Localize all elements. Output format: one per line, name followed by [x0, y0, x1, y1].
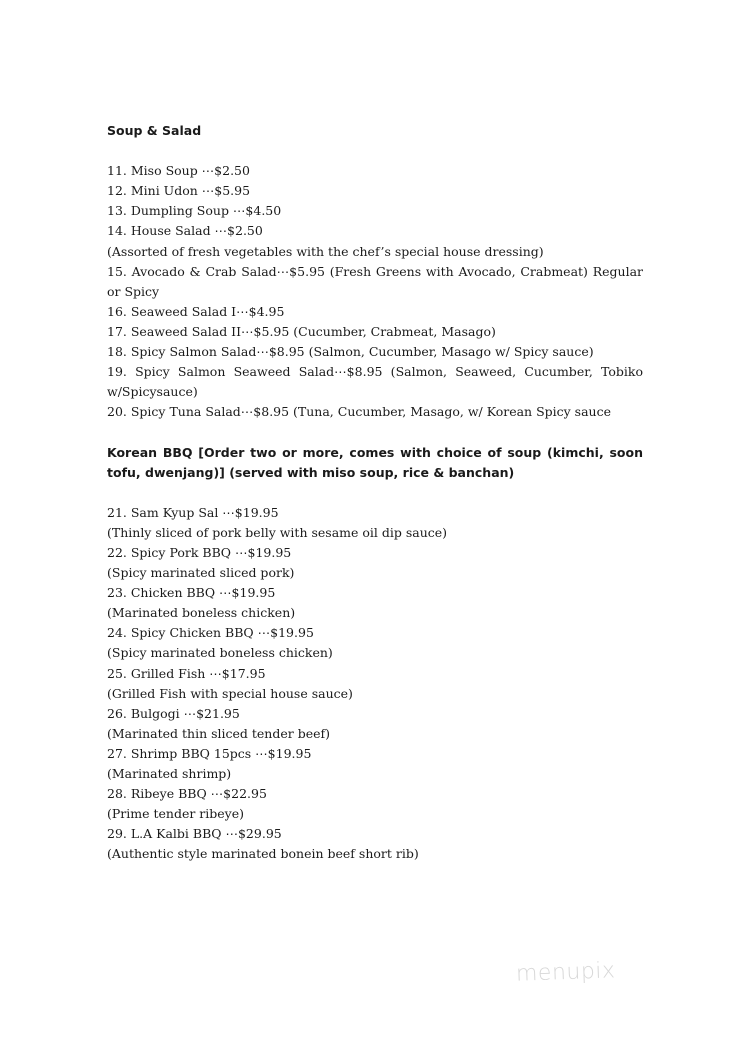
menu-item: 24. Spicy Chicken BBQ ⋯$19.95 [107, 625, 314, 641]
menu-item-description: (Authentic style marinated bonein beef short rib) [107, 846, 419, 862]
menu-item: 27. Shrimp BBQ 15pcs ⋯$19.95 [107, 745, 312, 761]
menu-item: 26. Bulgogi ⋯$21.95 [107, 705, 240, 721]
menu-item-description: (Assorted of fresh vegetables with the chef’s special house dressing) [107, 243, 544, 259]
menu-item-description: (Prime tender ribeye) [107, 806, 245, 822]
spacer [107, 422, 643, 442]
menu-item: 13. Dumpling Soup ⋯$4.50 [107, 203, 282, 219]
menu-item: 20. Spicy Tuna Salad⋯$8.95 (Tuna, Cucumber, Masago, w/ Korean Spicy sauce [107, 404, 611, 420]
watermark-logo: menupix [515, 958, 616, 987]
menu-item: 19. Spicy Salmon Seaweed Salad⋯$8.95 (Salmon, Seaweed, Cucumber, Tobiko w/Spicysauce) [107, 364, 643, 400]
section-heading-korean-bbq: Korean BBQ [Order two or more, comes with choice of soup (kimchi, soon tofu, dwenjang)] (served with miso soup, rice & banchan) [107, 444, 643, 480]
menu-item: 17. Seaweed Salad II⋯$5.95 (Cucumber, Crabmeat, Masago) [107, 323, 496, 339]
menu-item: 28. Ribeye BBQ ⋯$22.95 [107, 786, 267, 802]
menu-item: 14. House Salad ⋯$2.50 [107, 223, 263, 239]
menu-item-description: (Marinated thin sliced tender beef) [107, 725, 330, 741]
menu-item: 29. L.A Kalbi BBQ ⋯$29.95 [107, 826, 282, 842]
menu-item: 18. Spicy Salmon Salad⋯$8.95 (Salmon, Cucumber, Masago w/ Spicy sauce) [107, 344, 594, 360]
spacer [107, 483, 643, 503]
menu-item: 21. Sam Kyup Sal ⋯$19.95 [107, 504, 279, 520]
menu-item-description: (Thinly sliced of pork belly with sesame oil dip sauce) [107, 524, 448, 540]
section-heading-soup-salad: Soup & Salad [107, 123, 202, 138]
menu-item-description: (Marinated boneless chicken) [107, 605, 296, 621]
menu-item-description: (Spicy marinated boneless chicken) [107, 645, 333, 661]
menu-item: 12. Mini Udon ⋯$5.95 [107, 183, 251, 199]
menu-item-description: (Grilled Fish with special house sauce) [107, 685, 353, 701]
menu-item: 22. Spicy Pork BBQ ⋯$19.95 [107, 544, 292, 560]
menu-item: 15. Avocado & Crab Salad⋯$5.95 (Fresh Greens with Avocado, Crabmeat) Regular or Spicy [107, 263, 643, 299]
menu-item-description: (Spicy marinated sliced pork) [107, 565, 295, 581]
menu-item: 25. Grilled Fish ⋯$17.95 [107, 665, 266, 681]
menu-item-description: (Marinated shrimp) [107, 766, 232, 781]
menu-item: 23. Chicken BBQ ⋯$19.95 [107, 585, 276, 601]
menu-item: 16. Seaweed Salad I⋯$4.95 [107, 303, 285, 319]
spacer [107, 141, 643, 161]
menu-page [107, 121, 643, 864]
menu-item: 11. Miso Soup ⋯$2.50 [107, 163, 250, 179]
